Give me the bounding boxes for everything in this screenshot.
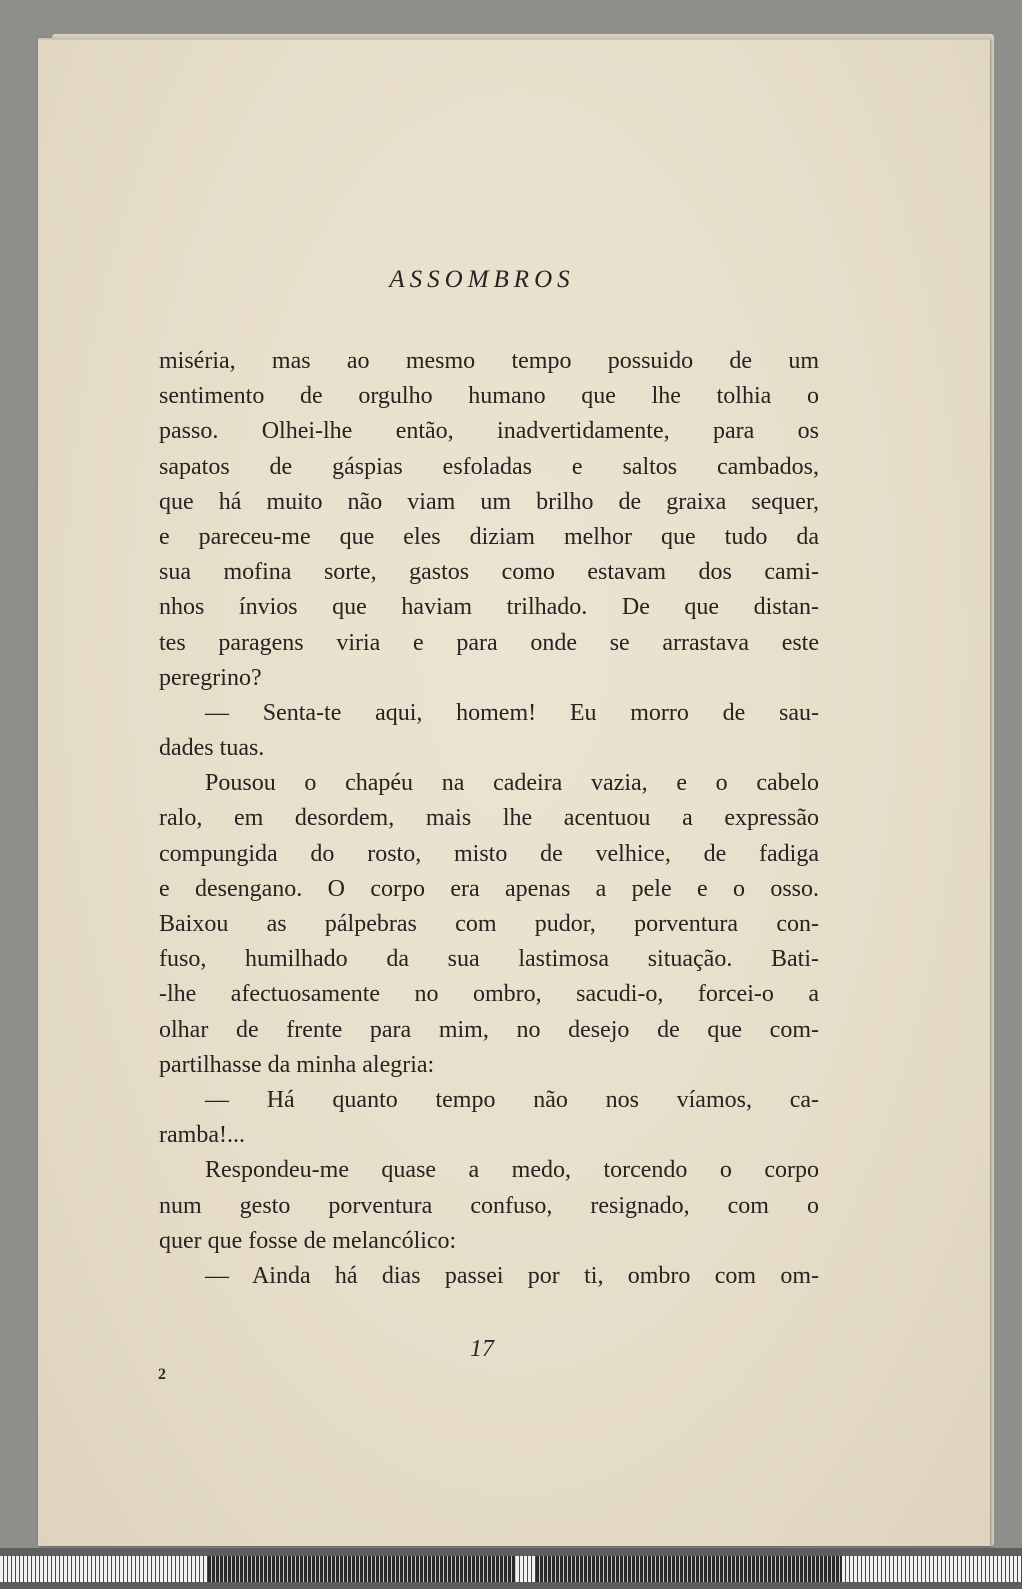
text-line: miséria, mas ao mesmo tempo possuido de um [159,348,819,374]
text-line: Pousou o chapéu na cadeira vazia, e o cabelo [205,770,819,797]
ruler-segment [0,1556,208,1582]
text-line: — Ainda há dias passei por ti, ombro com om- [205,1262,819,1289]
text-line: -lhe afectuosamente no ombro, sacudi-o, forcei-o a [159,981,819,1008]
ruler-segment [842,1556,1022,1582]
text-line: que há muito não viam um brilho de graixa sequer, [159,488,819,515]
text-line: e pareceu-me que eles diziam melhor que tudo da [159,523,819,550]
text-line: fuso, humilhado da sua lastimosa situação. Bati- [159,946,819,973]
text-line: sapatos de gáspias esfoladas e saltos cambados, [159,453,819,480]
text-line: partilhasse da minha alegria: [159,1051,435,1078]
text-line: passo. Olhei-lhe então, inadvertidamente, para os [159,418,819,445]
text-line: sua mofina sorte, gastos como estavam dos cami- [159,559,819,586]
text-line: nhos ínvios que haviam trilhado. De que distan- [159,594,819,621]
text-line: Baixou as pálpebras com pudor, porventura con- [159,911,819,937]
book-page [38,38,990,1546]
page-number: 17 [470,1336,494,1362]
text-line: ramba!... [159,1122,245,1149]
text-line: tes paragens viria e para onde se arrastava este [159,629,819,656]
text-line: compungida do rosto, misto de velhice, de fadiga [159,840,819,867]
running-head: ASSOMBROS [389,266,575,293]
ruler-segment [516,1556,536,1582]
text-line: Respondeu-me quase a medo, torcendo o corpo [205,1157,819,1184]
text-line: e desengano. O corpo era apenas a pele e o osso. [159,875,819,902]
body-text [159,344,819,1294]
text-line: quer que fosse de melancólico: [159,1227,457,1254]
text-line: — Senta-te aqui, homem! Eu morro de sau- [205,699,819,726]
signature-mark: 2 [158,1366,166,1383]
text-line: dades tuas. [159,735,265,762]
color-calibration-ruler [0,1548,1022,1589]
text-line: ralo, em desordem, mais lhe acentuou a expressão [159,805,819,832]
text-line: peregrino? [159,664,262,691]
ruler-segment [208,1556,516,1582]
text-line: — Há quanto tempo não nos víamos, ca- [205,1086,819,1113]
text-line: olhar de frente para mim, no desejo de que com- [159,1016,819,1043]
text-line: num gesto porventura confuso, resignado, com o [159,1192,819,1219]
text-line: sentimento de orgulho humano que lhe tolhia o [159,383,819,410]
ruler-segment [536,1556,842,1582]
